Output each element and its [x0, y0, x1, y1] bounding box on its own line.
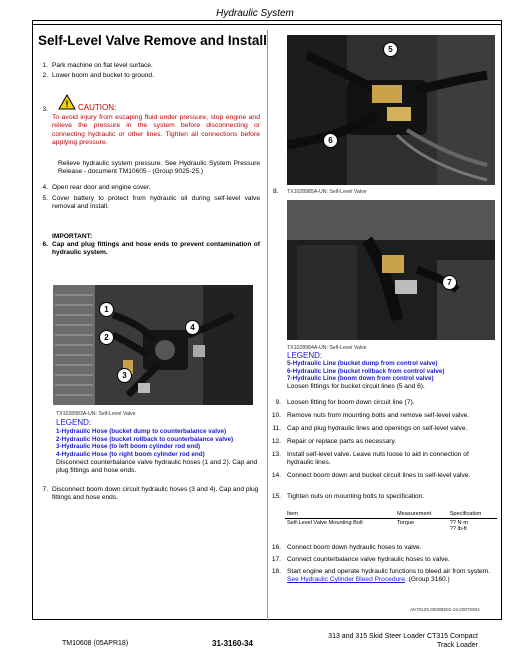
spec-table-header: Item Measurement Specification: [285, 510, 497, 519]
svg-text:!: !: [65, 99, 69, 109]
page-title: Self-Level Valve Remove and Install: [38, 33, 267, 48]
figure-3-caption: TX1028984A-UN: Self-Level Valve: [287, 345, 367, 351]
step-3-note: Relieve hydraulic system pressure. See Hydraulic System Pressure Release - document TM10605 - (Group 9025-25.): [58, 160, 260, 176]
step-16: 16. Connect boom down hydraulic hoses to valve.: [271, 544, 422, 551]
callout-3: 3: [117, 368, 132, 383]
important-label: IMPORTANT:: [52, 233, 93, 240]
callout-1: 1: [99, 302, 114, 317]
warning-icon: [58, 94, 76, 113]
figure-3-photo: [287, 200, 495, 340]
step-8-num: 8.: [273, 188, 279, 195]
step-18: 18. Start engine and operate hydraulic functions to bleed air from system. See Hydraulic Cylinder Bleed Procedure. (Group 3160.): [271, 568, 491, 584]
spec-table: [285, 510, 497, 533]
step-14: 14. Connect boom down and bucket circuit lines to self-level valve.: [271, 472, 471, 479]
left-steps: [38, 62, 260, 261]
step-17: 17. Connect counterbalance valve hydraulic hoses to valve.: [271, 556, 450, 563]
figure-2-photo: [287, 35, 495, 185]
figure-2-caption: TX1028985A-UN: Self-Level Valve: [287, 189, 367, 195]
legend-item-2: 2-Hydraulic Hose (bucket rollback to counterbalance valve): [56, 435, 234, 443]
figure-1-legend: [56, 428, 266, 458]
step-1: 1. Park machine on flat level surface.: [42, 62, 153, 69]
bleed-procedure-link[interactable]: See Hydraulic Cylinder Bleed Procedure: [287, 576, 406, 584]
step-5: 5. Cover battery to protect from hydraulic oil during self-level valve removal and install.: [42, 195, 260, 211]
footer-page-number: 31-3160-34: [212, 639, 253, 648]
figure-1-followup: Disconnect counterbalance valve hydraulic hoses (1 and 2). Cap and plug fittings and hose ends.: [56, 459, 258, 475]
figure-1-photo: [53, 285, 253, 405]
right-steps-2: [271, 544, 497, 598]
legend-item-6: 6-Hydraulic Line (bucket rollback from control valve): [287, 367, 445, 375]
callout-5: 5: [383, 42, 398, 57]
step-10: 10. Remove nuts from mounting bolts and remove self-level valve.: [271, 412, 470, 419]
step-2: 2. Lower boom and bucket to ground.: [42, 72, 154, 79]
callout-2: 2: [99, 330, 114, 345]
legend-item-4: 4-Hydraulic Hose (to right boom cylinder rod end): [56, 450, 205, 458]
right-steps: [271, 399, 497, 503]
step-11: 11. Cap and plug hydraulic lines and openings on self-level valve.: [272, 425, 468, 432]
step-9: 9. Loosen fitting for boom down circuit line (7).: [275, 399, 415, 406]
figure-3-legend-title: LEGEND:: [287, 351, 323, 360]
legend-item-5: 5-Hydraulic Line (bucket dump from control valve): [287, 360, 438, 367]
step-12: 12. Repair or replace parts as necessary.: [271, 438, 397, 445]
step-13: 13. Install self-level valve. Leave nuts loose to aid in connection of hydraulic lines.: [271, 451, 469, 467]
figure-3-followup: Loosen fittings for bucket circuit lines (5 and 6).: [287, 383, 425, 390]
figure-1-legend-title: LEGEND:: [56, 418, 92, 427]
callout-6: 6: [323, 133, 338, 148]
step-4: 4. Open rear door and engine cover.: [42, 184, 151, 191]
legend-item-3: 3-Hydraulic Hose (to left boom cylinder rod end): [56, 443, 201, 451]
callout-7: 7: [442, 275, 457, 290]
footer-manual-id: TM10608 (05APR18): [62, 640, 129, 647]
figure-3-legend: [287, 360, 497, 383]
document-id: AK70125,0000B502-19-20070904: [410, 607, 480, 612]
figure-1-caption: TX1028983A-UN: Self-Level Valve: [56, 411, 136, 417]
callout-4: 4: [185, 320, 200, 335]
step-15: 15. Tighten nuts on mounting bolts to specification.: [271, 493, 425, 500]
spec-table-row: Self-Level Valve Mounting Bolt Torque ?? N·m ?? lb-ft: [287, 520, 469, 532]
legend-item-1: 1-Hydraulic Hose (bucket dump to counterbalance valve): [56, 428, 227, 435]
legend-item-7: 7-Hydraulic Line (boom down from control valve): [287, 375, 434, 383]
footer-model: 313 and 315 Skid Steer Loader CT315 Compact Track Loader: [328, 633, 478, 649]
step-3: 3. ! CAUTION: To avoid injury from escaping fluid under pressure, stop engine and relieve the pressure in the system before disconnecting or connecting hydraulic or other lines. Tighten all connections before applying pressure.: [38, 92, 260, 158]
step-6: 6. Cap and plug fittings and hose ends to prevent contamination of hydraulic system.: [42, 241, 260, 257]
section-header: Hydraulic System: [216, 8, 294, 19]
header-rule: [32, 24, 502, 25]
column-divider: [267, 30, 268, 620]
